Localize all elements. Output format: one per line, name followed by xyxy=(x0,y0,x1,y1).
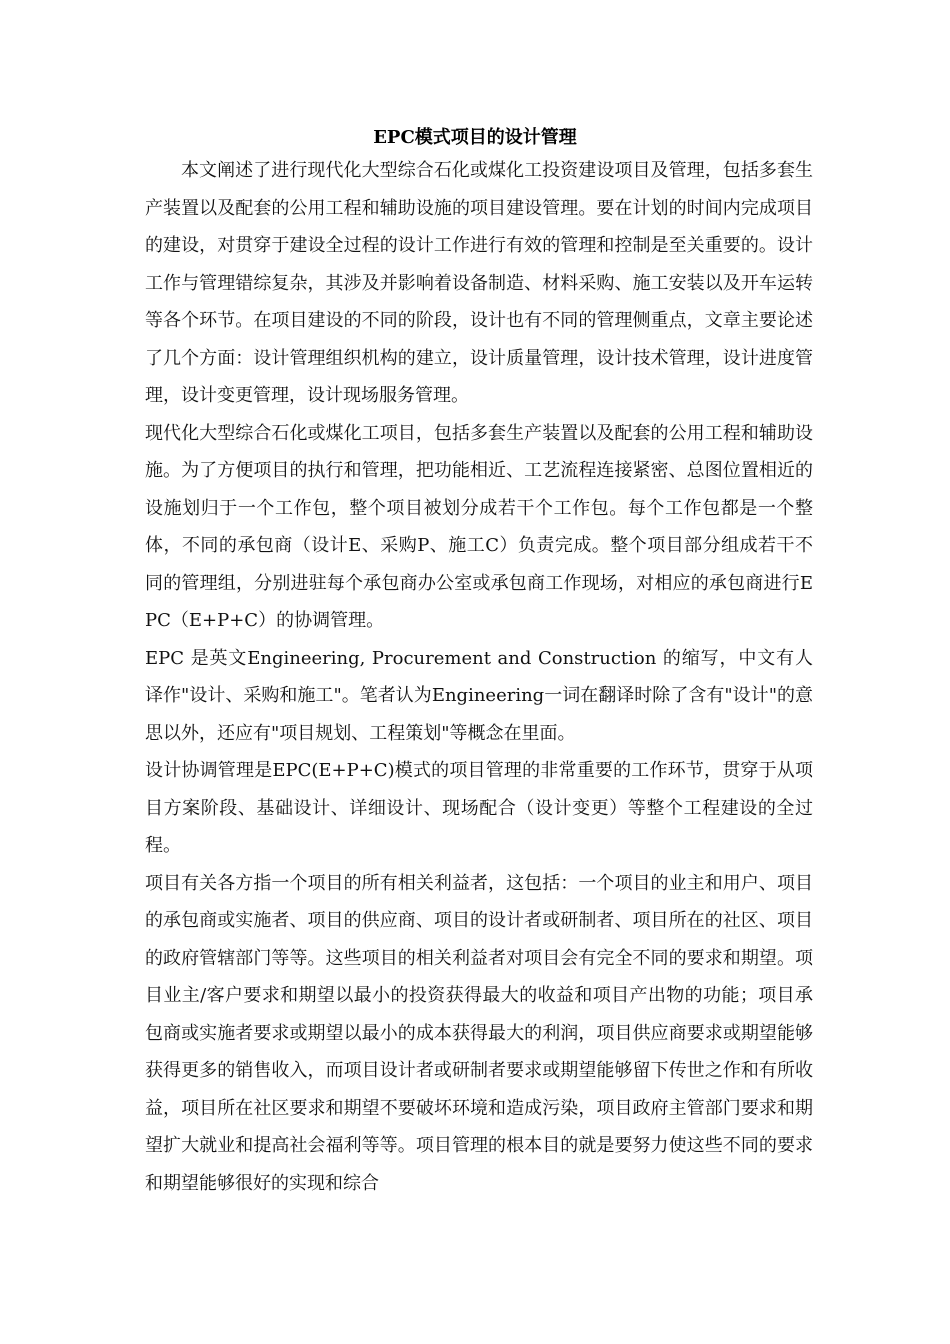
paragraph-design-coordination: 设计协调管理是EPC(E+P+C)模式的项目管理的非常重要的工作环节，贯穿于从项目方案阶段、基础设计、详细设计、现场配合（设计变更）等整个工程建设的全过程。 xyxy=(145,760,813,856)
paragraph-abstract: 本文阐述了进行现代化大型综合石化或煤化工投资建设项目及管理，包括多套生产装置以及配套的公用工程和辅助设施的项目建设管理。要在计划的时间内完成项目的建设，对贯穿于建设全过程的设计工作进行有效的管理和控制是至关重要的。设计工作与管理错综复杂，其涉及并影响着设备制造、材料采购、施工安装以及开车运转等各个环节。在项目建设的不同的阶段，设计也有不同的管理侧重点，文章主要论述了几个方面：设计管理组织机构的建立，设计质量管理，设计技术管理，设计进度管理，设计变更管理，设计现场服务管理。 xyxy=(145,160,813,406)
paragraph-stakeholders: 项目有关各方指一个项目的所有相关利益者，这包括：一个项目的业主和用户、项目的承包商或实施者、项目的供应商、项目的设计者或研制者、项目所在的社区、项目的政府管辖部门等等。这些项目的相关利益者对项目会有完全不同的要求和期望。项目业主/客户要求和期望以最小的投资获得最大的收益和项目产出物的功能；项目承包商或实施者要求或期望以最小的成本获得最大的利润，项目供应商要求或期望能够获得更多的销售收入，而项目设计者或研制者要求或期望能够留下传世之作和有所收益，项目所在社区要求和期望不要破坏环境和造成污染，项目政府主管部门要求和期望扩大就业和提高社会福利等等。项目管理的根本目的就是要努力使这些不同的要求和期望能够很好的实现和综合 xyxy=(145,872,813,1194)
document-title: EPC模式项目的设计管理 xyxy=(373,127,577,148)
paragraph-epc-definition: EPC 是英文Engineering, Procurement and Construction 的缩写，中文有人译作"设计、采购和施工"。笔者认为Engineering一词在翻译时除了含有"设计"的意思以外，还应有"项目规划、工程策划"等概念在里面。 xyxy=(145,647,813,744)
paragraph-project-overview: 现代化大型综合石化或煤化工项目，包括多套生产装置以及配套的公用工程和辅助设施。为了方便项目的执行和管理，把功能相近、工艺流程连接紧密、总图位置相近的设施划归于一个工作包，整个项目被划分成若干个工作包。每个工作包都是一个整体，不同的承包商（设计E、采购P、施工C）负责完成。整个项目部分组成若干不同的管理组，分别进驻每个承包商办公室或承包商工作现场，对相应的承包商进行EPC（E+P+C）的协调管理。 xyxy=(145,422,813,631)
document-body xyxy=(145,152,813,1202)
